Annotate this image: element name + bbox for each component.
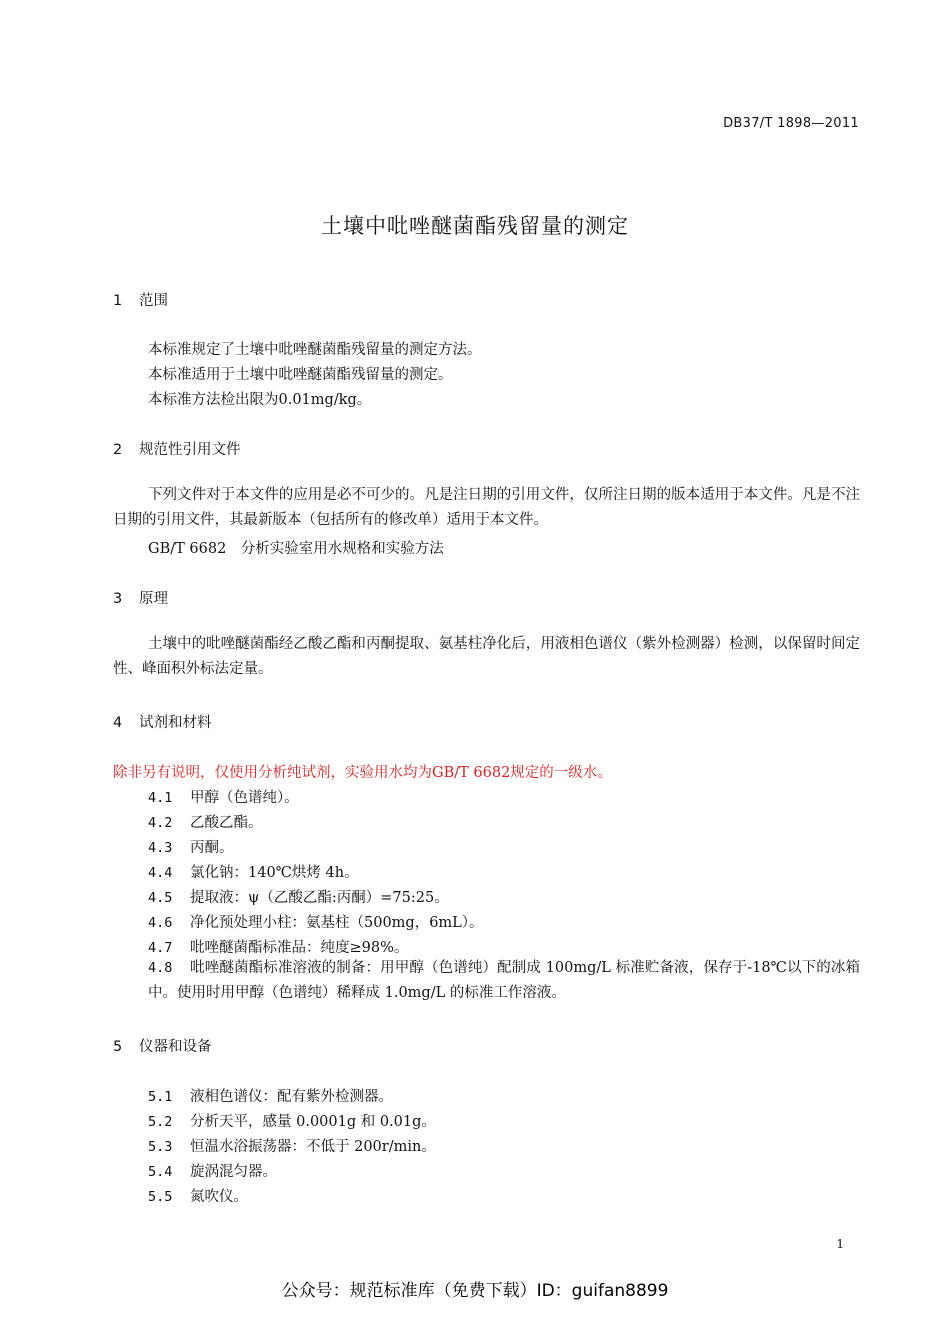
item-text: 吡唑醚菌酯标准溶液的制备：用甲醇（色谱纯）配制成 100mg/L 标准贮备液，保存于-18℃以下的冰箱中。使用时用甲醇（色谱纯）稀释成 1.0mg/L 的标准工作溶液。 bbox=[148, 960, 860, 1001]
section-4-heading bbox=[113, 711, 212, 732]
list-item bbox=[148, 1085, 393, 1106]
list-item bbox=[148, 936, 408, 957]
standard-code: DB37/T 1898—2011 bbox=[723, 116, 859, 131]
section-1-heading bbox=[113, 289, 168, 310]
list-item bbox=[148, 956, 860, 1006]
section-number: 5 bbox=[113, 1039, 123, 1055]
list-item bbox=[148, 1185, 248, 1206]
list-item bbox=[148, 886, 449, 907]
item-text: 吡唑醚菌酯标准品：纯度≥98%。 bbox=[190, 940, 409, 956]
item-number: 5.1 bbox=[148, 1089, 173, 1105]
section-title: 仪器和设备 bbox=[139, 1039, 212, 1055]
item-number: 4.1 bbox=[148, 790, 173, 806]
item-text: 丙酮。 bbox=[190, 840, 234, 856]
reagent-note: 除非另有说明，仅使用分析纯试剂，实验用水均为GB/T 6682规定的一级水。 bbox=[113, 765, 612, 781]
item-number: 4.8 bbox=[148, 960, 173, 976]
item-text: 甲醇（色谱纯）。 bbox=[190, 790, 299, 806]
item-number: 5.4 bbox=[148, 1164, 173, 1180]
list-item bbox=[148, 1110, 436, 1131]
item-number: 4.7 bbox=[148, 940, 173, 956]
section-number: 4 bbox=[113, 715, 123, 731]
page-number: 1 bbox=[836, 1237, 844, 1251]
item-number: 4.6 bbox=[148, 915, 173, 931]
item-number: 4.3 bbox=[148, 840, 173, 856]
item-text: 分析天平，感量 0.0001g 和 0.01g。 bbox=[190, 1114, 436, 1130]
item-text: 净化预处理小柱：氨基柱（500mg，6mL）。 bbox=[190, 915, 484, 931]
section-3-heading bbox=[113, 587, 168, 608]
section-title: 试剂和材料 bbox=[139, 715, 212, 731]
item-text: 氮吹仪。 bbox=[190, 1189, 248, 1205]
item-number: 5.3 bbox=[148, 1139, 173, 1155]
section-title: 规范性引用文件 bbox=[139, 442, 241, 458]
item-number: 4.4 bbox=[148, 865, 173, 881]
document-title: 土壤中吡唑醚菌酯残留量的测定 bbox=[321, 214, 629, 238]
item-number: 4.5 bbox=[148, 890, 173, 906]
item-text: 乙酸乙酯。 bbox=[190, 815, 263, 831]
list-item bbox=[148, 836, 234, 857]
list-item bbox=[148, 811, 263, 832]
section-title: 原理 bbox=[139, 591, 168, 607]
list-item bbox=[148, 911, 484, 932]
section-title: 范围 bbox=[139, 293, 168, 309]
reference-item: GB/T 6682 分析实验室用水规格和实验方法 bbox=[148, 541, 444, 557]
list-item bbox=[148, 1160, 277, 1181]
paragraph: 土壤中的吡唑醚菌酯经乙酸乙酯和丙酮提取、氨基柱净化后，用液相色谱仪（紫外检测器）检测，以保留时间定性、峰面积外标法定量。 bbox=[113, 636, 860, 677]
section-5-heading bbox=[113, 1035, 212, 1056]
item-number: 5.5 bbox=[148, 1189, 173, 1205]
item-text: 恒温水浴振荡器：不低于 200r/min。 bbox=[190, 1139, 436, 1155]
paragraph: 本标准规定了土壤中吡唑醚菌酯残留量的测定方法。 bbox=[148, 342, 482, 358]
section-number: 3 bbox=[113, 591, 123, 607]
paragraph: 本标准方法检出限为0.01mg/kg。 bbox=[148, 392, 372, 408]
paragraph: 下列文件对于本文件的应用是必不可少的。凡是注日期的引用文件，仅所注日期的版本适用于本文件。凡是不注日期的引用文件，其最新版本（包括所有的修改单）适用于本文件。 bbox=[113, 487, 860, 528]
item-number: 5.2 bbox=[148, 1114, 173, 1130]
footer-watermark: 公众号：规范标准库（免费下载）ID：guifan8899 bbox=[281, 1281, 669, 1301]
list-item bbox=[148, 786, 299, 807]
item-text: 提取液：ψ（乙酸乙酯:丙酮）=75:25。 bbox=[190, 890, 449, 906]
list-item bbox=[148, 1135, 436, 1156]
section-number: 2 bbox=[113, 442, 123, 458]
item-text: 旋涡混匀器。 bbox=[190, 1164, 277, 1180]
item-text: 液相色谱仪：配有紫外检测器。 bbox=[190, 1089, 393, 1105]
item-text: 氯化钠：140℃烘烤 4h。 bbox=[190, 865, 359, 881]
list-item bbox=[148, 861, 359, 882]
paragraph: 本标准适用于土壤中吡唑醚菌酯残留量的测定。 bbox=[148, 367, 453, 383]
item-number: 4.2 bbox=[148, 815, 173, 831]
section-2-heading bbox=[113, 438, 241, 459]
section-number: 1 bbox=[113, 293, 123, 309]
